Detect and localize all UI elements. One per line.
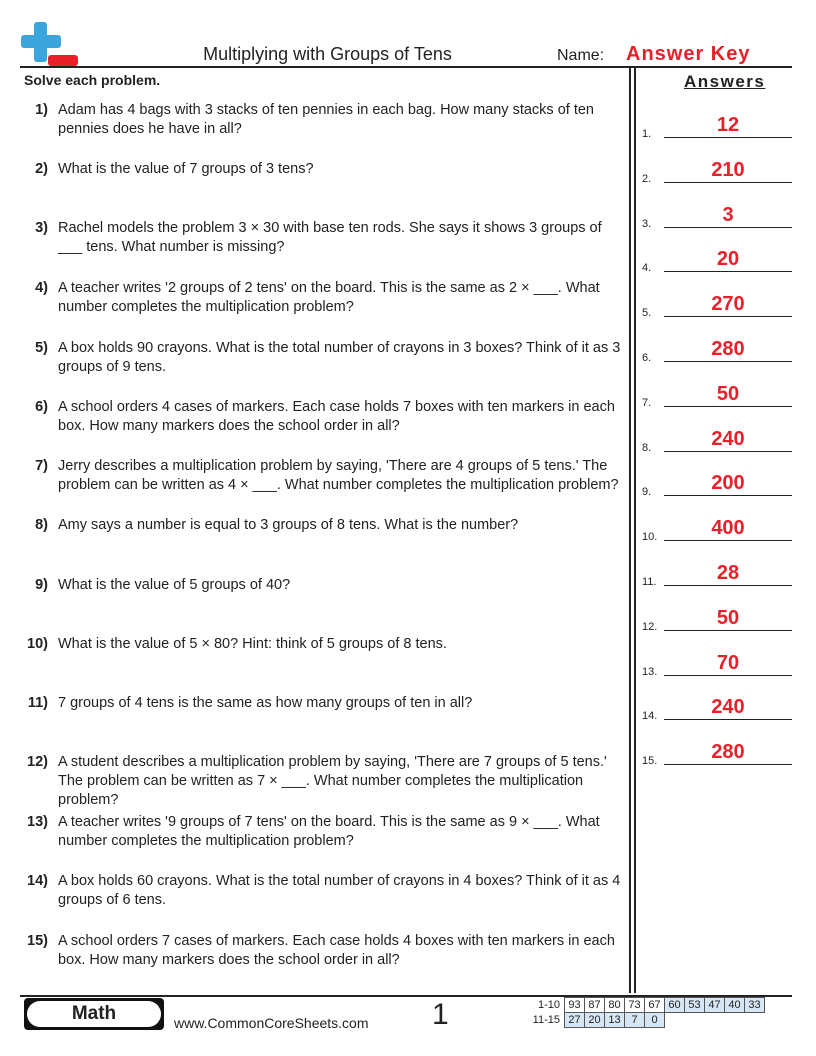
question-text: What is the value of 5 × 80? Hint: think of 5 groups of 8 tens.: [58, 636, 447, 652]
question-number: 14): [27, 873, 48, 889]
question-number: 12): [27, 754, 48, 770]
answer-value: 270: [711, 293, 745, 316]
answer-line: [664, 630, 792, 631]
question-text: A box holds 90 crayons. What is the total number of crayons in 3 boxes? Think of it as 3 groups of 9 tens.: [58, 340, 621, 375]
answer-value: 20: [716, 248, 740, 271]
name-label: Name:: [557, 47, 605, 64]
answer-number: 5.: [642, 307, 652, 320]
question-number: 1): [35, 102, 48, 118]
answer-line: [664, 316, 792, 317]
question-number: 2): [35, 161, 48, 177]
question-text: What is the value of 5 groups of 40?: [58, 577, 291, 593]
question-number: 5): [35, 340, 48, 356]
score-cell: 47: [705, 998, 725, 1013]
answer-number: 2.: [642, 172, 652, 185]
question-text: Adam has 4 bags with 3 stacks of ten pennies in each bag. How many stacks of ten pennies does he have in all?: [58, 102, 594, 137]
answer-value: 280: [711, 741, 745, 764]
score-cell: 7: [625, 1013, 645, 1028]
answer-item: [642, 383, 792, 409]
question-item: [20, 219, 625, 257]
answer-item: [642, 248, 792, 274]
question-text: A school orders 4 cases of markers. Each case holds 7 boxes with ten markers in each box. How many markers does the school order in all?: [58, 399, 615, 434]
answer-line: [664, 764, 792, 765]
question-number: 15): [27, 933, 48, 949]
column-divider: [634, 68, 636, 993]
answer-item: [642, 607, 792, 633]
question-number: 8): [35, 517, 48, 533]
answer-item: [642, 114, 792, 140]
question-text: A box holds 60 crayons. What is the total number of crayons in 4 boxes? Think of it as 4 groups of 6 tens.: [58, 873, 621, 908]
answer-value: 50: [716, 606, 740, 629]
answer-line: [664, 451, 792, 452]
score-cell: 40: [725, 998, 745, 1013]
question-item: [20, 339, 625, 377]
question-item: [20, 576, 625, 595]
question-text: Rachel models the problem 3 × 30 with base ten rods. She says it shows 3 groups of ___ tens. What number is missing?: [58, 220, 602, 255]
score-table: [528, 997, 765, 1028]
answer-item: [642, 562, 792, 588]
question-item: [20, 101, 625, 139]
question-number: 7): [35, 458, 48, 474]
answer-number: 11.: [642, 576, 657, 588]
question-text: Amy says a number is equal to 3 groups of 8 tens. What is the number?: [58, 517, 519, 533]
question-number: 11): [27, 695, 48, 711]
answer-number: 12.: [642, 620, 658, 633]
answer-line: [664, 406, 792, 407]
score-cell: 13: [605, 1013, 625, 1028]
answer-line: [664, 227, 792, 228]
score-cell: 0: [645, 1013, 665, 1028]
answer-line: [664, 675, 792, 676]
answer-item: [642, 428, 792, 454]
question-item: [20, 398, 625, 436]
score-cell: 73: [625, 998, 645, 1013]
answer-value: 50: [716, 382, 740, 405]
answer-value: 3: [722, 203, 734, 226]
answer-item: [642, 159, 792, 185]
answer-number: 1.: [642, 128, 652, 140]
answer-item: [642, 204, 792, 230]
score-cell: 87: [585, 998, 605, 1013]
question-number: 3): [35, 220, 48, 236]
score-cell: 33: [745, 998, 765, 1013]
question-item: [20, 516, 625, 535]
answer-number: 4.: [642, 262, 652, 275]
page-title: Multiplying with Groups of Tens: [203, 44, 452, 64]
answers-heading: Answers: [684, 72, 766, 91]
answer-value: 70: [716, 651, 740, 674]
question-item: [20, 457, 625, 495]
answer-key-label: Answer Key: [626, 43, 751, 65]
question-number: 4): [35, 280, 48, 296]
instructions: Solve each problem.: [24, 72, 161, 88]
answer-number: 13.: [642, 665, 658, 678]
score-cell: 93: [565, 998, 585, 1013]
question-number: 6): [35, 399, 48, 415]
answer-number: 6.: [642, 352, 652, 364]
answer-value: 400: [711, 517, 745, 540]
score-row-label: 11-15: [532, 1014, 560, 1026]
question-text: A student describes a multiplication problem by saying, 'There are 7 groups of 5 tens.' The problem can be written as 7 × ___. What number completes the multiplication problem?: [58, 754, 607, 808]
question-number: 13): [27, 814, 48, 830]
answer-value: 240: [711, 696, 745, 719]
subject-label: Math: [27, 1001, 161, 1027]
score-row-label: 1-10: [537, 999, 560, 1011]
answer-value: 28: [716, 562, 740, 584]
answer-item: [642, 517, 792, 543]
answer-item: [642, 741, 792, 767]
answer-value: 200: [711, 472, 745, 495]
answer-line: [664, 361, 792, 362]
question-item: [20, 872, 625, 910]
answer-line: [664, 719, 792, 720]
answer-line: [664, 585, 792, 586]
score-cell: 60: [665, 998, 685, 1013]
header-divider: [20, 66, 792, 68]
website-link[interactable]: www.CommonCoreSheets.com: [174, 1015, 369, 1031]
question-item: [20, 160, 625, 179]
answer-number: 3.: [642, 217, 652, 230]
score-cell: 67: [645, 998, 665, 1013]
page-number: 1: [432, 998, 449, 1031]
answer-line: [664, 495, 792, 496]
question-text: A school orders 7 cases of markers. Each case holds 4 boxes with ten markers in each box. How many markers does the school order in all?: [58, 933, 615, 968]
question-item: [20, 932, 625, 970]
question-text: 7 groups of 4 tens is the same as how many groups of ten in all?: [58, 695, 473, 711]
answer-number: 14.: [642, 710, 658, 723]
question-item: [20, 279, 625, 317]
score-cell: 53: [685, 998, 705, 1013]
answer-item: [642, 293, 792, 319]
answer-item: [642, 338, 792, 364]
question-item: [20, 694, 625, 713]
question-item: [20, 753, 625, 810]
answer-line: [664, 137, 792, 138]
answer-number: 10.: [642, 531, 658, 544]
answer-value: 210: [711, 158, 745, 181]
question-number: 10): [27, 636, 48, 652]
score-cell: 80: [605, 998, 625, 1013]
question-text: What is the value of 7 groups of 3 tens?: [58, 161, 314, 177]
score-row: [528, 1013, 765, 1028]
answer-line: [664, 182, 792, 183]
question-text: A teacher writes '9 groups of 7 tens' on the board. This is the same as 9 × ___. What number completes the multiplication problem?: [58, 814, 600, 849]
answer-number: 7.: [642, 396, 652, 409]
answer-number: 9.: [642, 486, 652, 499]
answer-line: [664, 540, 792, 541]
answer-number: 8.: [642, 441, 652, 454]
answer-value: 12: [716, 114, 740, 136]
question-item: [20, 813, 625, 851]
question-number: 9): [35, 577, 48, 593]
answer-item: [642, 472, 792, 498]
answer-number: 15.: [642, 755, 658, 768]
column-divider: [629, 68, 631, 993]
question-item: [20, 635, 625, 654]
subject-badge: [24, 998, 164, 1030]
answer-line: [664, 271, 792, 272]
score-row: [528, 998, 765, 1013]
question-text: Jerry describes a multiplication problem by saying, 'There are 4 groups of 5 tens.' The problem can be written as 4 × ___. What number completes the multiplication problem?: [58, 458, 619, 493]
answer-item: [642, 696, 792, 722]
answer-value: 240: [711, 427, 745, 450]
score-cell: 27: [565, 1013, 585, 1028]
question-text: A teacher writes '2 groups of 2 tens' on the board. This is the same as 2 × ___. What number completes the multiplication problem?: [58, 280, 600, 315]
answer-value: 280: [711, 338, 745, 360]
score-cell: 20: [585, 1013, 605, 1028]
answer-item: [642, 652, 792, 678]
